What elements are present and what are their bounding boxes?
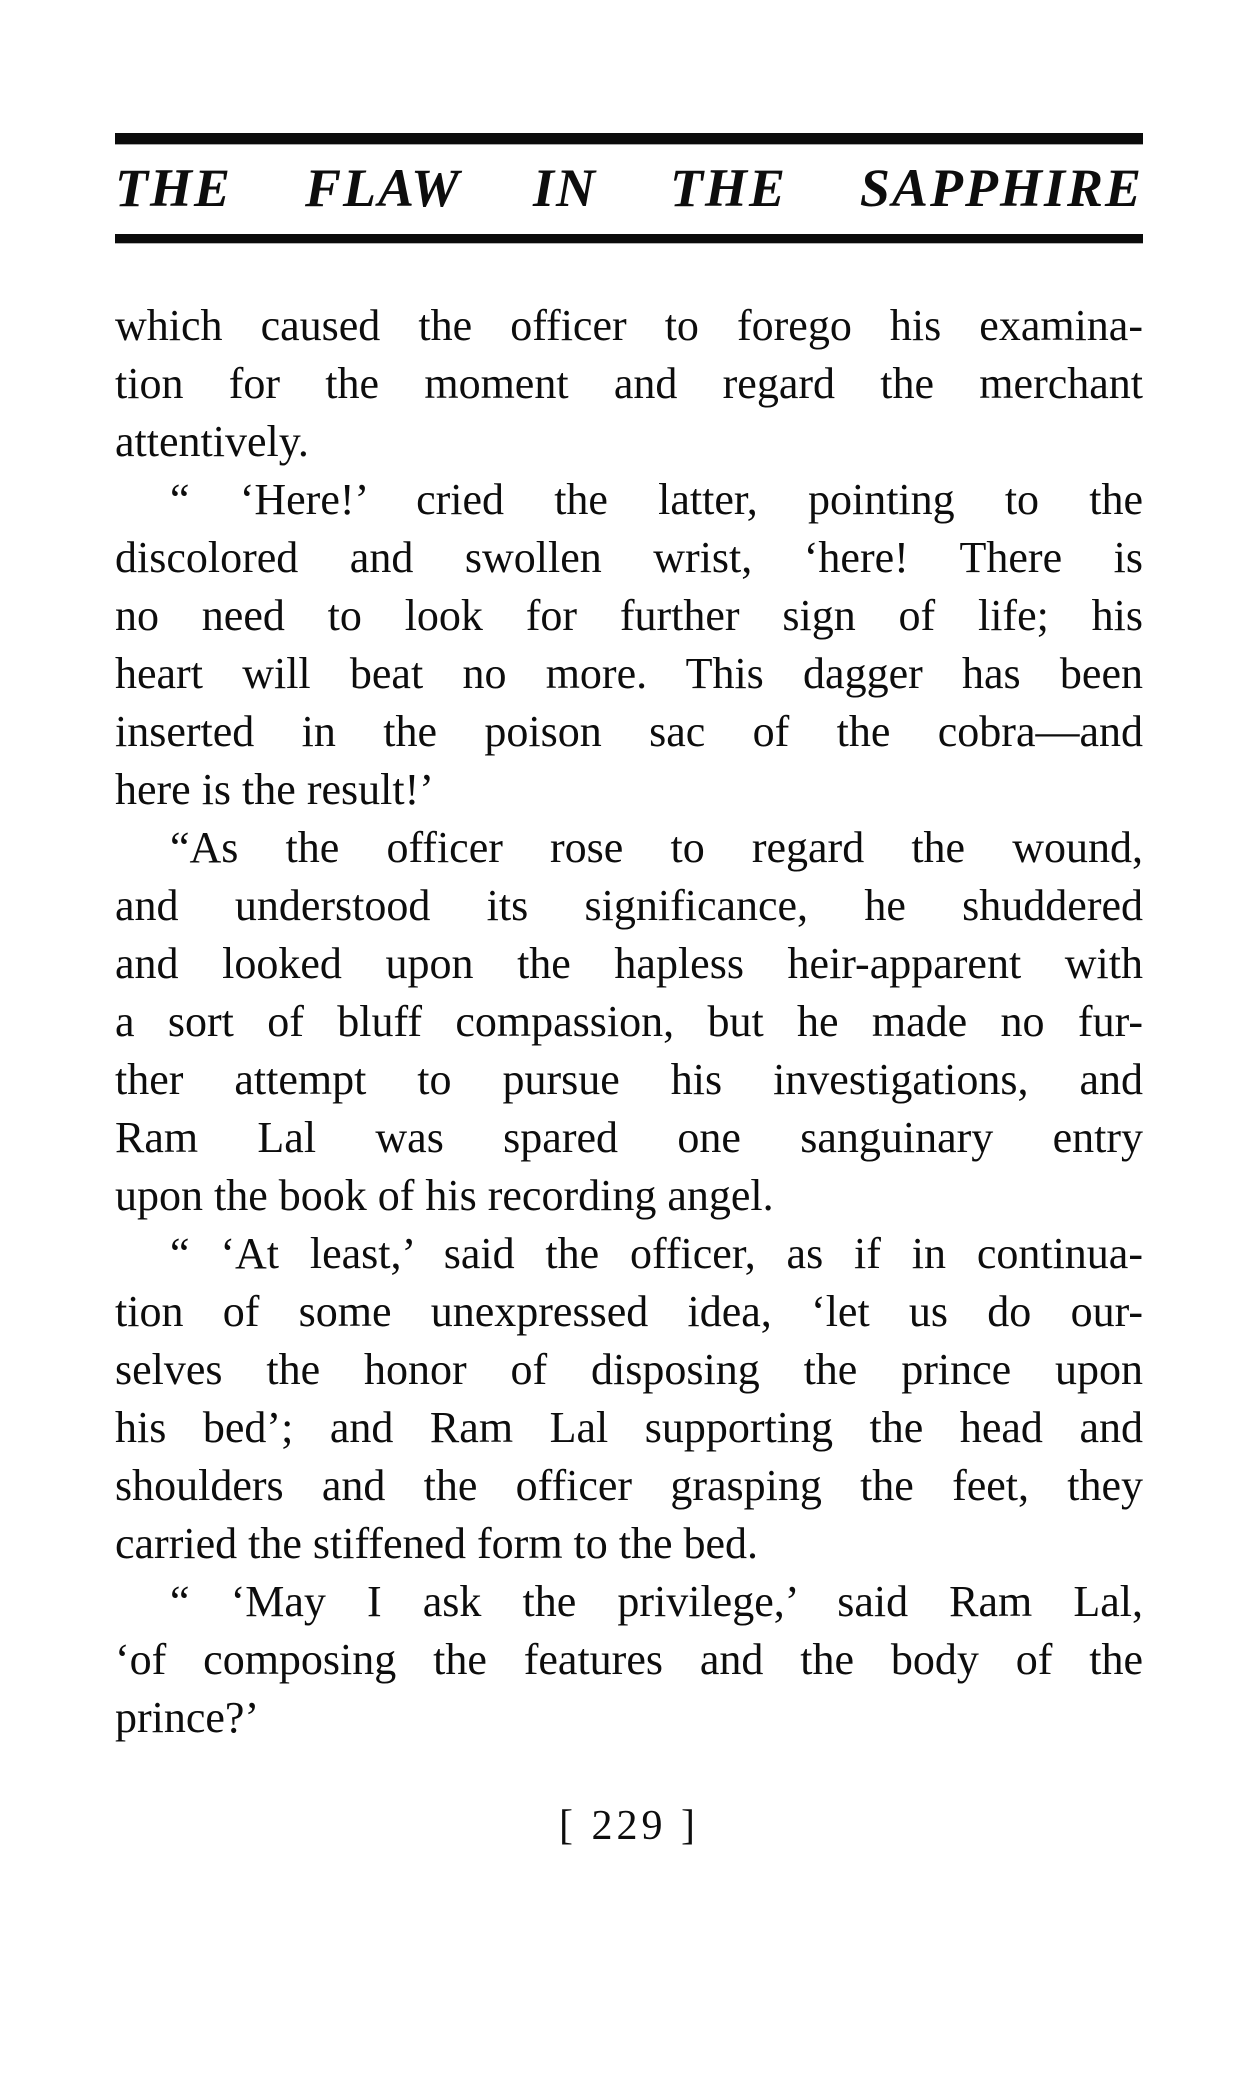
text-line: prince?’ bbox=[115, 1693, 260, 1742]
text-line: “ ‘At least,’ said the officer, as if in continua- bbox=[170, 1229, 1143, 1278]
paragraph bbox=[115, 297, 1143, 471]
paragraph bbox=[115, 1573, 1143, 1747]
page-footer bbox=[115, 1801, 1143, 1851]
text-line: upon the book of his recording angel. bbox=[115, 1171, 774, 1220]
header-rule-top bbox=[115, 133, 1143, 144]
paragraph bbox=[115, 819, 1143, 1225]
paragraph bbox=[115, 1225, 1143, 1573]
page-number: [ 229 ] bbox=[559, 1803, 699, 1849]
text-line: carried the stiffened form to the bed. bbox=[115, 1519, 759, 1568]
text-line: Ram Lal was spared one sanguinary entry bbox=[115, 1113, 1143, 1162]
text-line: a sort of bluff compassion, but he made no fur- bbox=[115, 997, 1143, 1046]
text-line: tion for the moment and regard the merchant bbox=[115, 359, 1143, 408]
text-line: inserted in the poison sac of the cobra—and bbox=[115, 707, 1143, 756]
running-title: THE FLAW IN THE SAPPHIRE bbox=[115, 158, 1143, 218]
text-line: ther attempt to pursue his investigations, and bbox=[115, 1055, 1143, 1104]
text-line: no need to look for further sign of life; his bbox=[115, 591, 1143, 640]
text-line: “ ‘Here!’ cried the latter, pointing to the bbox=[170, 475, 1143, 524]
text-column bbox=[115, 133, 1143, 1851]
text-line: discolored and swollen wrist, ‘here! There is bbox=[115, 533, 1143, 582]
book-page-scan bbox=[0, 133, 1258, 2088]
text-line: and understood its significance, he shuddered bbox=[115, 881, 1143, 930]
text-line: “As the officer rose to regard the wound, bbox=[170, 823, 1143, 872]
text-line: heart will beat no more. This dagger has been bbox=[115, 649, 1143, 698]
text-line: attentively. bbox=[115, 417, 309, 466]
header-rule-bottom bbox=[115, 234, 1143, 243]
running-head bbox=[115, 133, 1143, 243]
paragraph bbox=[115, 471, 1143, 819]
text-line: which caused the officer to forego his examina- bbox=[115, 301, 1143, 350]
text-line: “ ‘May I ask the privilege,’ said Ram Lal, bbox=[170, 1577, 1143, 1626]
text-line: ‘of composing the features and the body of the bbox=[115, 1635, 1143, 1684]
body-text bbox=[115, 297, 1143, 1747]
text-line: tion of some unexpressed idea, ‘let us do our- bbox=[115, 1287, 1143, 1336]
text-line: his bed’; and Ram Lal supporting the head and bbox=[115, 1403, 1143, 1452]
text-line: and looked upon the hapless heir-apparent with bbox=[115, 939, 1143, 988]
text-line: shoulders and the officer grasping the feet, they bbox=[115, 1461, 1143, 1510]
text-line: here is the result!’ bbox=[115, 765, 434, 814]
text-line: selves the honor of disposing the prince upon bbox=[115, 1345, 1143, 1394]
